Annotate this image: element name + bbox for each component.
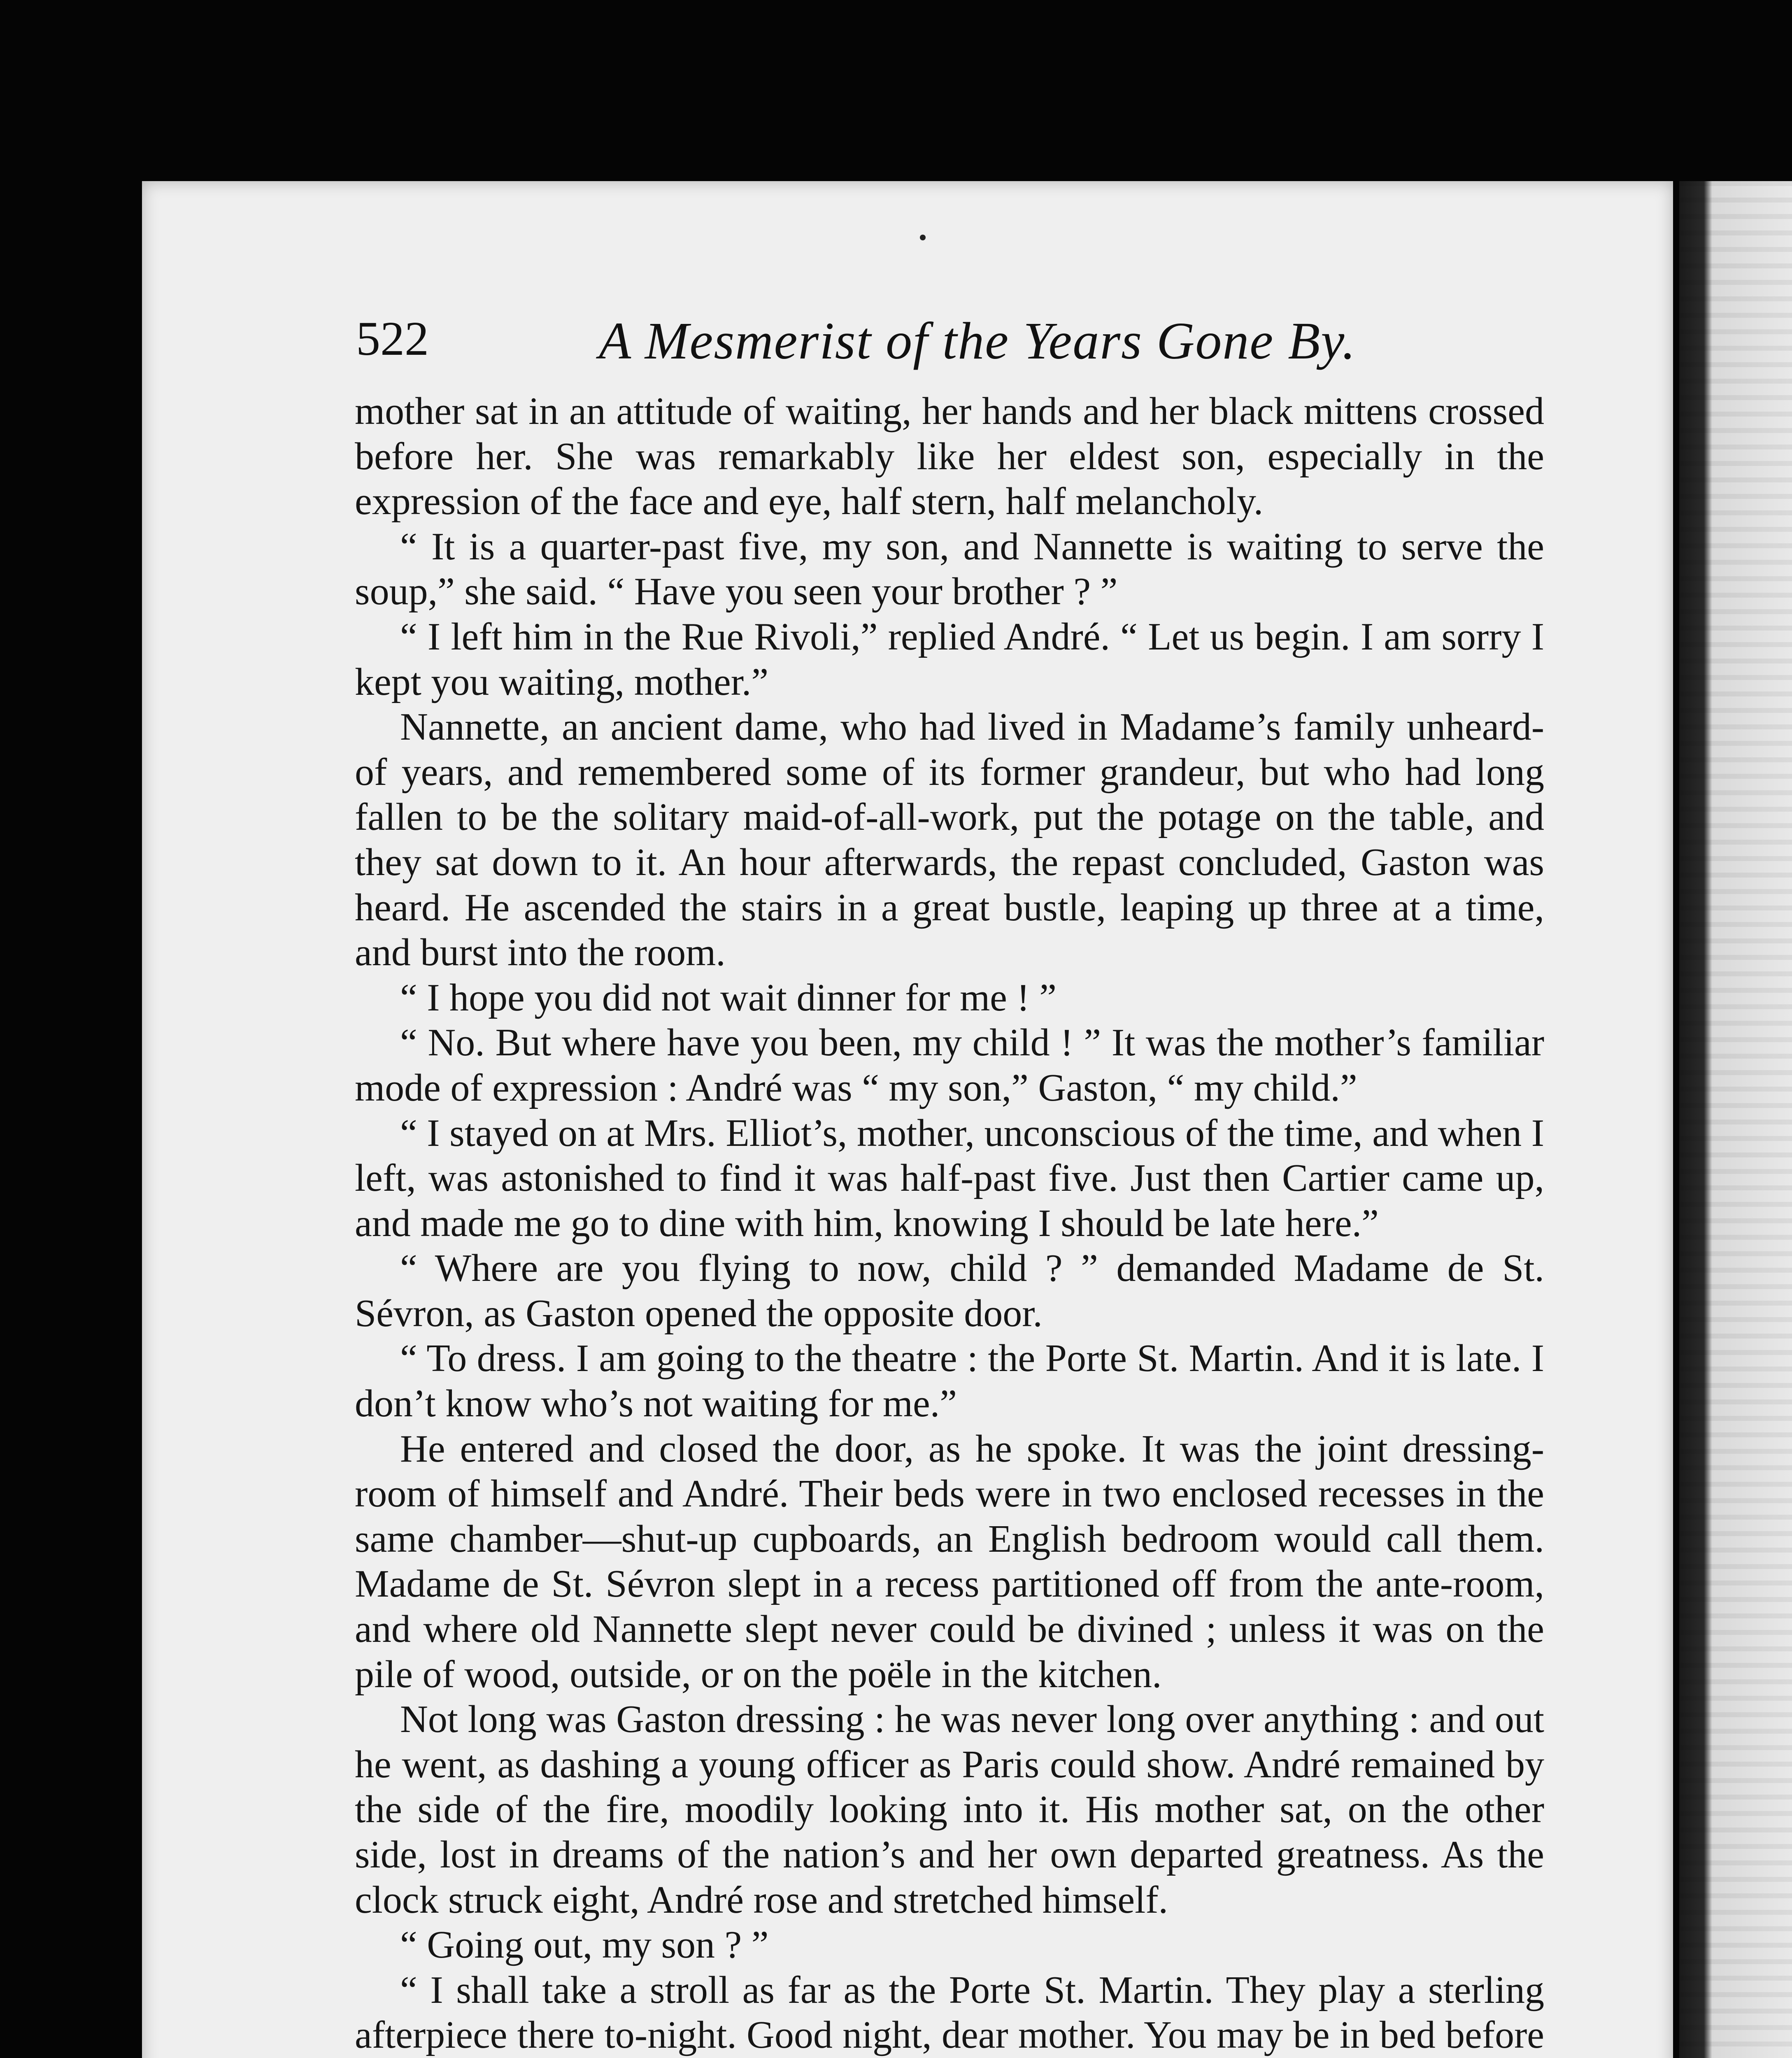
paragraph: “ Going out, my son ? ” — [400, 1923, 769, 1967]
paragraph: He entered and closed the door, as he spoke. It was the joint dressing-room of himself and André. Their beds were in two enclosed recesses in the same chamber—shut-up cupboards, an English bedroom would call them. Madame de St. Sévron slept in a recess partitioned off from the ante-room, and where old Nannette slept never could be divined ; unless it was on the pile of wood, outside, or on the poële in the kitchen. — [355, 1427, 1544, 1696]
running-title: A Mesmerist of the Years Gone By. — [599, 312, 1357, 370]
printer-dot — [920, 235, 926, 240]
paragraph: Not long was Gaston dressing : he was never long over anything : and out he went, as dashing a young officer as Paris could show. André remained by the side of the fire, moodily looking into it. His mother sat, on the other side, lost in dreams of the nation’s and her own departed greatness. As the clock struck eight, André rose and stretched himself. — [355, 1698, 1544, 1921]
paragraph: “ It is a quarter-past five, my son, and Nannette is waiting to serve the soup,” she said. “ Have you seen your brother ? ” — [355, 525, 1544, 613]
paragraph: Nannette, an ancient dame, who had lived in Madame’s family unheard-of years, and remembered some of its former grandeur, but who had long fallen to be the solitary maid-of-all-work, put the potage on the table, and they sat down to it. An hour afterwards, the repast concluded, Gaston was heard. He ascended the stairs in a great bustle, leaping up three at a time, and burst into the room. — [355, 705, 1544, 974]
paragraph: “ I hope you did not wait dinner for me ! ” — [400, 976, 1057, 1019]
page-number: 522 — [356, 312, 429, 366]
paragraph: “ I left him in the Rue Rivoli,” replied André. “ Let us begin. I am sorry I kept you waiting, mother.” — [355, 615, 1544, 703]
page-header — [356, 294, 1599, 368]
body-text — [355, 389, 1544, 2058]
paragraph: “ No. But where have you been, my child ! ” It was the mother’s familiar mode of expression : André was “ my son,” Gaston, “ my child.” — [355, 1021, 1544, 1109]
paragraph: “ Where are you flying to now, child ? ” demanded Madame de St. Sévron, as Gaston opened the opposite door. — [355, 1247, 1544, 1335]
paragraph: “ To dress. I am going to the theatre : the Porte St. Martin. And it is late. I don’t know who’s not waiting for me.” — [355, 1337, 1544, 1425]
adjacent-page-edge — [1679, 181, 1792, 2058]
paragraph: mother sat in an attitude of waiting, her hands and her black mittens crossed before her. She was remarkably like her eldest son, especially in the expression of the face and eye, half stern, half melancholy. — [355, 390, 1544, 523]
paragraph: “ I stayed on at Mrs. Elliot’s, mother, unconscious of the time, and when I left, was astonished to find it was half-past five. Just then Cartier came up, and made me go to dine with him, knowing I should be late here.” — [355, 1111, 1544, 1245]
paragraph: “ I shall take a stroll as far as the Porte St. Martin. They play a sterling afterpiece there to-night. Good night, dear mother. You may be in bed before — [355, 1968, 1544, 2057]
